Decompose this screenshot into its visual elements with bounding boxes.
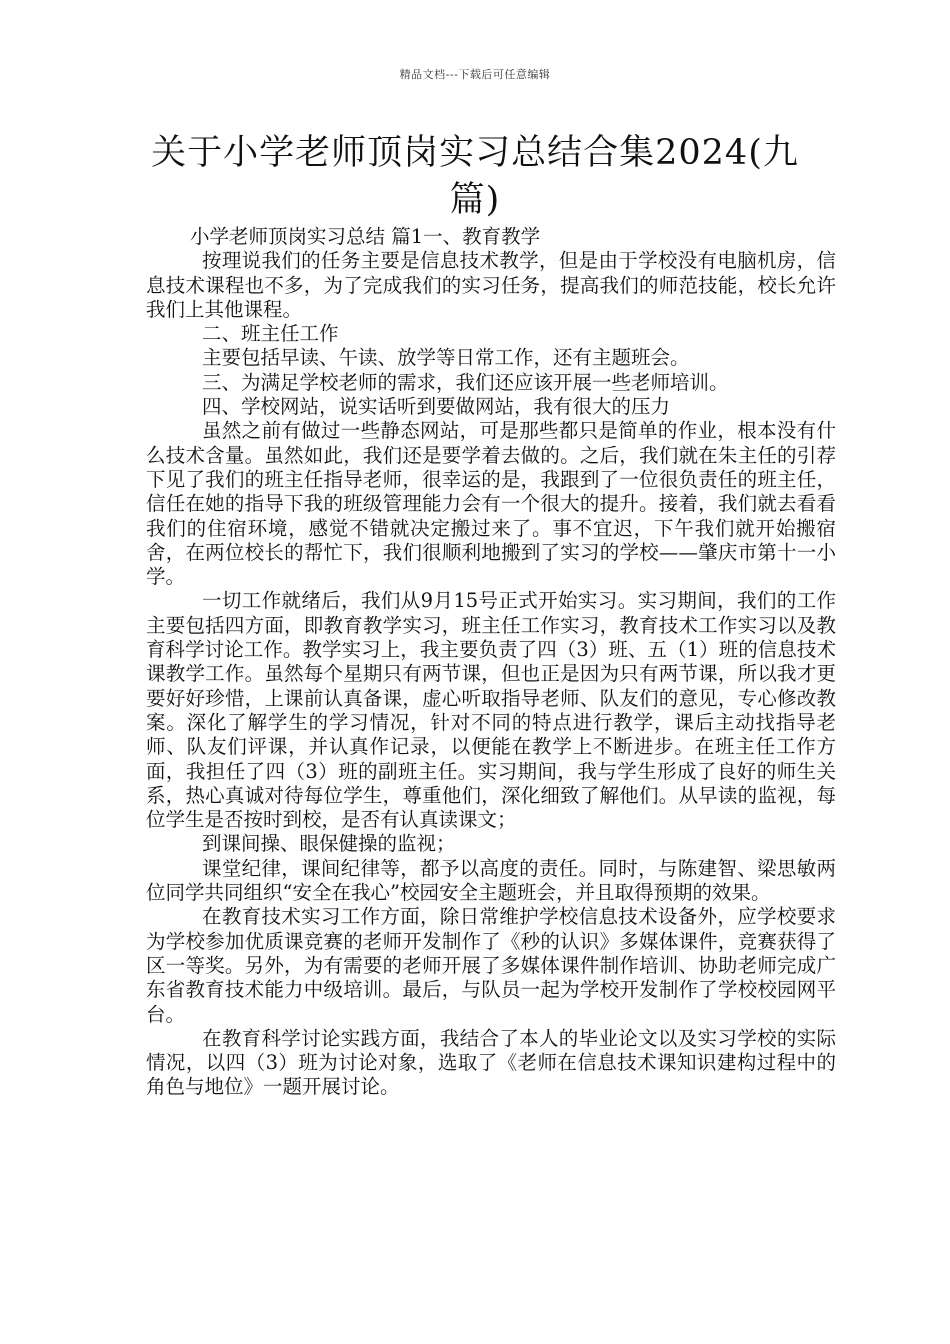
paragraph: 虽然之前有做过一些静态网站，可是那些都只是简单的作业，根本没有什么技术含量。虽然如此，我们还是要学着去做的。之后，我们就在朱主任的引荐下见了我们的班主任指导老师，很幸运的是，我跟到了一位很负责任的班主任，信任在她的指导下我的班级管理能力会有一个很大的提升。接着，我们就去看看我们的住宿环境，感觉不错就决定搬过来了。事不宜迟，下午我们就开始搬宿舍，在两位校长的帮忙下，我们很顺利地搬到了实习的学校——肇庆市第十一小学。 — [146, 419, 836, 589]
paragraph: 在教育科学讨论实践方面，我结合了本人的毕业论文以及实习学校的实际情况，以四（3）班为讨论对象，选取了《老师在信息技术课知识建构过程中的角色与地位》一题开展讨论。 — [146, 1026, 836, 1099]
paragraph: 到课间操、眼保健操的监视； — [202, 832, 456, 856]
document-body — [146, 225, 836, 1100]
section-heading-1: 小学老师顶岗实习总结 篇1一、教育教学 — [190, 225, 541, 248]
section-heading-4: 四、学校网站，说实话听到要做网站，我有很大的压力 — [202, 395, 671, 419]
paragraph: 课堂纪律，课间纪律等，都予以高度的责任。同时，与陈建智、梁思敏两位同学共同组织“安全在我心”校园安全主题班会，并且取得预期的效果。 — [146, 856, 836, 905]
page-header-note: 精品文档---下载后可任意编辑 — [399, 68, 551, 81]
section-heading-2: 二、班主任工作 — [202, 322, 339, 346]
paragraph: 按理说我们的任务主要是信息技术教学，但是由于学校没有电脑机房，信息技术课程也不多，为了完成我们的实习任务，提高我们的师范技能，校长允许我们上其他课程。 — [146, 249, 836, 321]
paragraph: 在教育技术实习工作方面，除日常维护学校信息技术设备外，应学校要求为学校参加优质课竞赛的老师开发制作了《秒的认识》多媒体课件，竞赛获得了区一等奖。另外，为有需要的老师开展了多媒体课件制作培训、协助老师完成广东省教育技术能力中级培训。最后，与队员一起为学校开发制作了学校校园网平台。 — [146, 905, 836, 1026]
paragraph: 一切工作就绪后，我们从9月15号正式开始实习。实习期间，我们的工作主要包括四方面，即教育教学实习，班主任工作实习，教育技术工作实习以及教育科学讨论工作。教学实习上，我主要负责了四（3）班、五（1）班的信息技术课教学工作。虽然每个星期只有两节课，但也正是因为只有两节课，所以我才更要好好珍惜，上课前认真备课，虚心听取指导老师、队友们的意见，专心修改教案。深化了解学生的学习情况，针对不同的特点进行教学，课后主动找指导老师、队友们评课，并认真作记录，以便能在教学上不断进步。在班主任工作方面，我担任了四（3）班的副班主任。实习期间，我与学生形成了良好的师生关系，热心真诚对待每位学生，尊重他们，深化细致了解他们。从早读的监视，每位学生是否按时到校，是否有认真读课文； — [146, 589, 836, 832]
paragraph: 主要包括早读、午读、放学等日常工作，还有主题班会。 — [202, 346, 690, 370]
document-title: 关于小学老师顶岗实习总结合集2024(九篇) — [151, 133, 799, 220]
section-heading-3: 三、为满足学校老师的需求，我们还应该开展一些老师培训。 — [202, 370, 729, 394]
